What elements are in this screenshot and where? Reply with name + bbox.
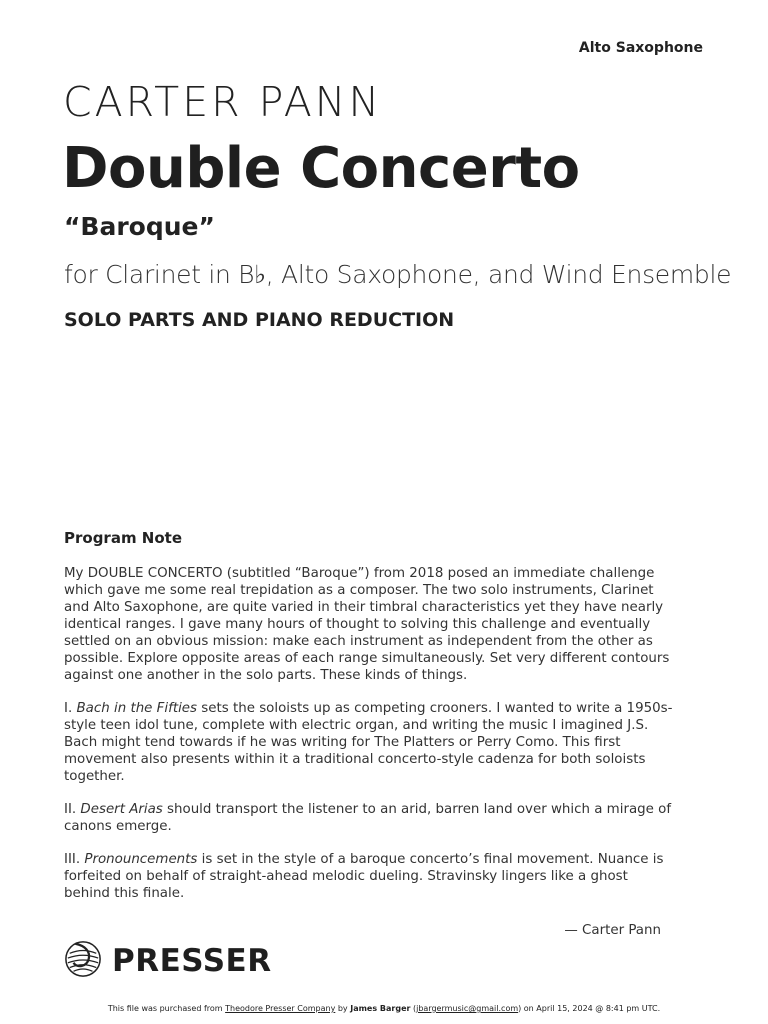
part-label: Alto Saxophone	[578, 40, 703, 56]
work-title: Double Concerto	[62, 136, 580, 201]
program-note-body	[64, 565, 674, 918]
edition-label: SOLO PARTS AND PIANO REDUCTION	[64, 309, 455, 331]
movement-paragraph-1	[64, 700, 674, 785]
publisher-logo	[64, 940, 272, 982]
movement-text: should transport the listener to an arid, barren land over which a mirage of canons emerge.	[64, 802, 672, 834]
footer-buyer: James Barger	[350, 1004, 411, 1013]
movement-name: Desert Arias	[80, 802, 163, 817]
purchase-footer	[0, 1004, 768, 1013]
program-note-intro: My DOUBLE CONCERTO (subtitled “Baroque”) from 2018 posed an immediate challenge which gave me some real trepidation as a composer. The two solo instruments, Clarinet and Alto Saxophone, are quite varied in their timbral characteristics yet they have nearly identical ranges. I gave many hours of thought to solving this challenge and eventually settled on an obvious mission: make each instrument as independent from the other as possible. Explore opposite areas of each range simultaneously. Set very different contours against one another in the solo parts. These kinds of things.	[64, 566, 670, 683]
footer-suffix: ) on April 15, 2024 @ 8:41 pm UTC.	[518, 1004, 661, 1013]
footer-company-link[interactable]: Theodore Presser Company	[225, 1004, 336, 1013]
program-note-signature: — Carter Pann	[564, 923, 661, 938]
footer-prefix: This file was purchased from	[107, 1004, 226, 1013]
footer-open-paren: (	[410, 1004, 417, 1013]
publisher-name: PRESSER	[112, 943, 272, 979]
footer-email-link[interactable]: jbargermusic@gmail.com	[416, 1004, 519, 1013]
movement-name: Bach in the Fifties	[76, 701, 198, 716]
movement-numeral: III.	[64, 852, 81, 867]
movement-name: Pronouncements	[84, 852, 198, 867]
movement-text: sets the soloists up as competing crooners. I wanted to write a 1950s-style teen idol tune, complete with electric organ, and writing the music I imagined J.S. Bach might tend towards if he was writing for The Platters or Perry Como. This first movement also presents within it a traditional concerto-style cadenza for both soloists together.	[64, 701, 673, 784]
instrumentation: for Clarinet in B♭, Alto Saxophone, and Wind Ensemble	[64, 260, 732, 289]
presser-logo-icon	[64, 940, 102, 982]
movement-paragraph-3	[64, 851, 674, 902]
program-note-heading: Program Note	[64, 529, 183, 547]
movement-numeral: I.	[64, 701, 73, 716]
footer-by: by	[335, 1004, 351, 1013]
movement-paragraph-2	[64, 801, 674, 835]
movement-text: is set in the style of a baroque concerto’s final movement. Nuance is forfeited on behalf of straight-ahead melodic dueling. Stravinsky lingers like a ghost behind this finale.	[64, 852, 664, 901]
work-subtitle: “Baroque”	[64, 212, 215, 241]
composer-name: CARTER PANN	[63, 78, 383, 126]
movement-numeral: II.	[64, 802, 77, 817]
